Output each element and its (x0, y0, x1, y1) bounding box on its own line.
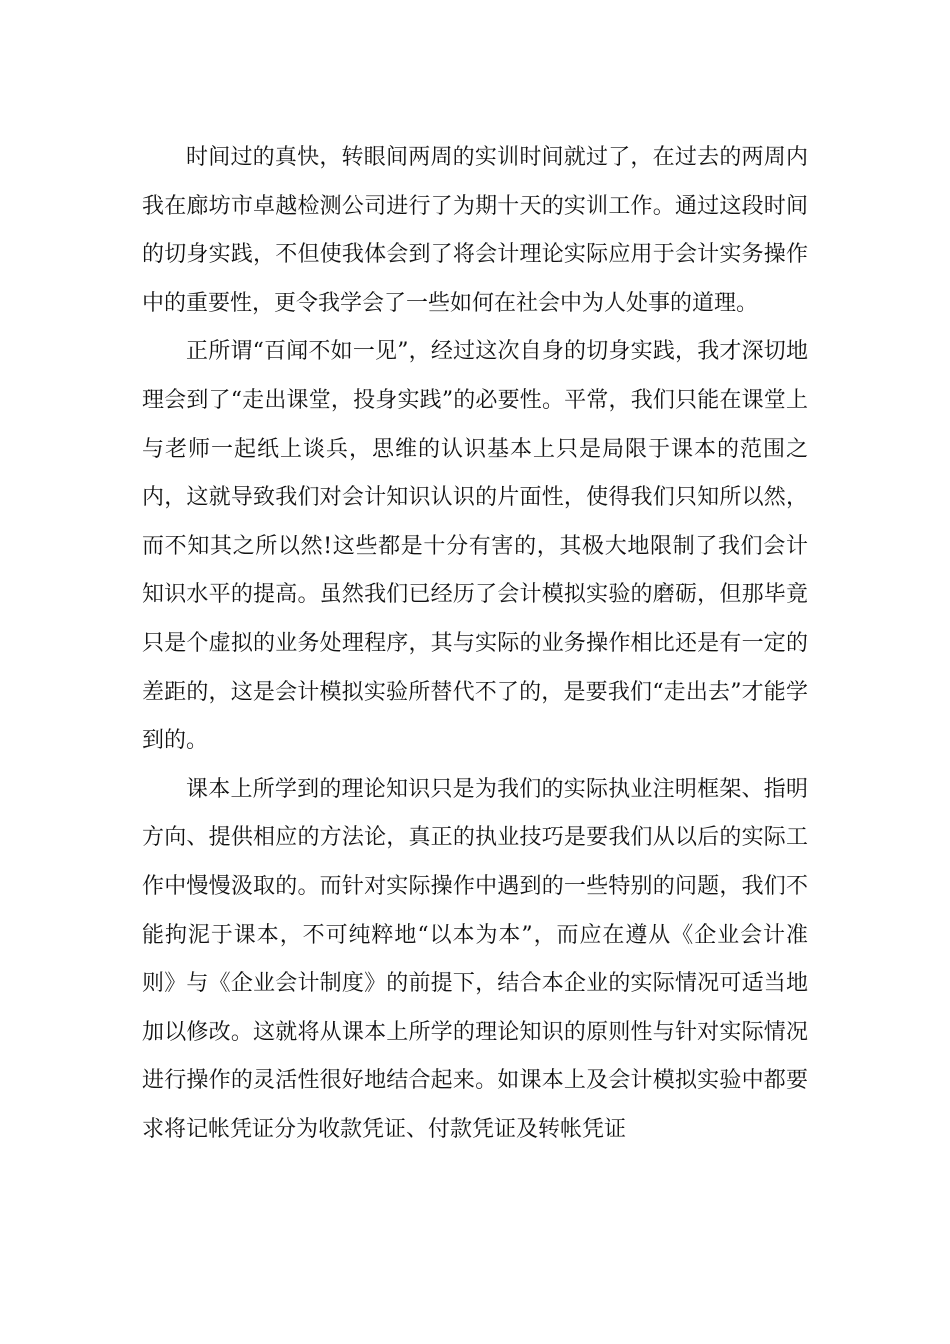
paragraph-1: 时间过的真快，转眼间两周的实训时间就过了，在过去的两周内我在廊坊市卓越检测公司进行了为期十天的实训工作。通过这段时间的切身实践，不但使我体会到了将会计理论实际应用于会计实务操作中的重要性，更令我学会了一些如何在社会中为人处事的道理。 (142, 145, 808, 316)
document-body (142, 134, 808, 1154)
paragraph-2: 正所谓“百闻不如一见”，经过这次自身的切身实践，我才深切地理会到了“走出课堂，投身实践”的必要性。平常，我们只能在课堂上与老师一起纸上谈兵，思维的认识基本上只是局限于课本的范围之内，这就导致我们对会计知识认识的片面性，使得我们只知所以然，而不知其之所以然!这些都是十分有害的，其极大地限制了我们会计知识水平的提高。虽然我们已经历了会计模拟实验的磨砺，但那毕竟只是个虚拟的业务处理程序，其与实际的业务操作相比还是有一定的差距的，这是会计模拟实验所替代不了的，是要我们“走出去”才能学到的。 (142, 339, 808, 754)
paragraph-3: 课本上所学到的理论知识只是为我们的实际执业注明框架、指明方向、提供相应的方法论，真正的执业技巧是要我们从以后的实际工作中慢慢汲取的。而针对实际操作中遇到的一些特别的问题，我们不能拘泥于课本，不可纯粹地“以本为本”，而应在遵从《企业会计准则》与《企业会计制度》的前提下，结合本企业的实际情况可适当地加以修改。这就将从课本上所学的理论知识的原则性与针对实际情况进行操作的灵活性很好地结合起来。如课本上及会计模拟实验中都要求将记帐凭证分为收款凭证、付款凭证及转帐凭证 (142, 776, 808, 1142)
